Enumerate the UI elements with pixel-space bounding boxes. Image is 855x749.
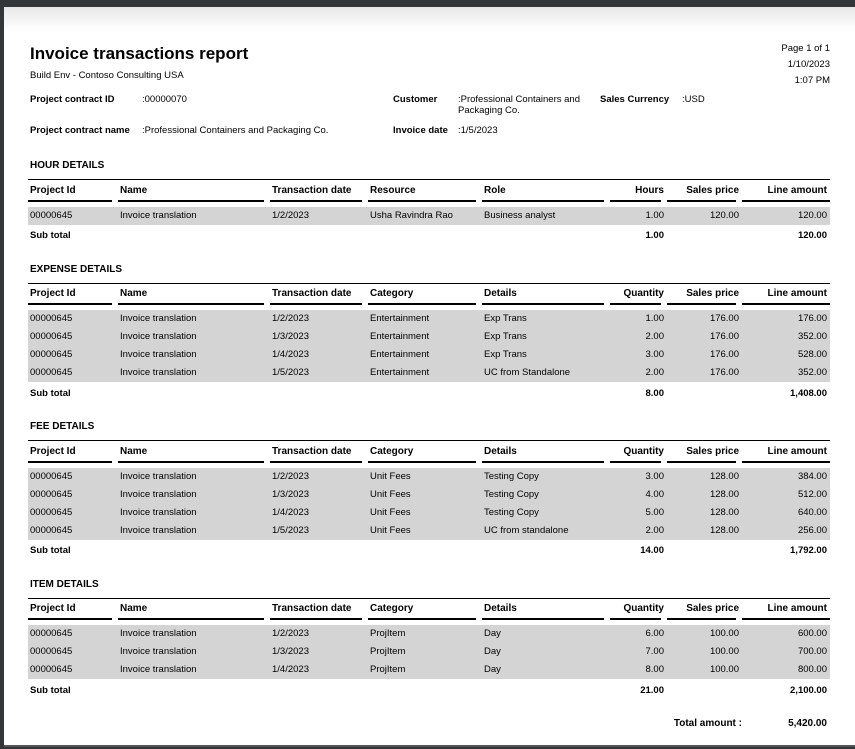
table-cell: 100.00 — [667, 643, 742, 661]
table-cell: 3.00 — [610, 346, 667, 364]
table-cell: Unit Fees — [368, 468, 482, 486]
table-cell: 00000645 — [28, 468, 118, 486]
column-header: Project Id — [28, 598, 118, 620]
customer-value: :Professional Containers and Packaging Co. — [458, 94, 580, 116]
subtotal-value: 120.00 — [797, 230, 827, 241]
table-cell: 1/3/2023 — [270, 328, 368, 346]
empty-cell — [368, 225, 482, 243]
table-cell: 5.00 — [610, 504, 667, 522]
table-cell: Unit Fees — [368, 504, 482, 522]
table-cell: 2.00 — [610, 328, 667, 346]
table-cell: 1/2/2023 — [270, 468, 368, 486]
empty-cell — [270, 225, 368, 243]
empty-cell — [667, 382, 742, 400]
table-cell: 640.00 — [742, 504, 830, 522]
table-cell: 120.00 — [742, 207, 830, 225]
table-cell: Invoice translation — [118, 468, 270, 486]
table-cell: 1/2/2023 — [270, 625, 368, 643]
column-header: Sales price — [667, 598, 742, 620]
table-cell: 3.00 — [610, 468, 667, 486]
column-header: Quantity — [610, 598, 667, 620]
invoice-date-value: :1/5/2023 — [458, 125, 498, 136]
report-date: 1/10/2023 — [787, 59, 830, 70]
empty-cell — [482, 225, 610, 243]
table-cell: 00000645 — [28, 328, 118, 346]
table-cell: Unit Fees — [368, 522, 482, 540]
sales-currency-value: :USD — [682, 94, 705, 105]
table-cell: Day — [482, 661, 610, 679]
table-cell: 00000645 — [28, 643, 118, 661]
table-row — [28, 661, 830, 679]
table-cell: UC from standalone — [482, 522, 610, 540]
table-cell: Invoice translation — [118, 310, 270, 328]
table-cell: 700.00 — [742, 643, 830, 661]
customer-label: Customer — [393, 94, 438, 105]
table-row — [28, 504, 830, 522]
column-header: Project Id — [28, 180, 118, 202]
table-cell: 176.00 — [667, 346, 742, 364]
report-subtitle: Build Env - Contoso Consulting USA — [30, 70, 184, 81]
table-cell: UC from Standalone — [482, 364, 610, 382]
table-cell: 2.00 — [610, 522, 667, 540]
empty-cell — [368, 382, 482, 400]
subtotal-label: Sub total — [30, 545, 71, 556]
report-header — [30, 7, 830, 86]
column-header: Quantity — [610, 441, 667, 463]
empty-cell — [368, 540, 482, 558]
column-header: Transaction date — [270, 598, 368, 620]
table-cell: Usha Ravindra Rao — [368, 207, 482, 225]
table-cell: Exp Trans — [482, 346, 610, 364]
table-cell: Entertainment — [368, 328, 482, 346]
table-cell: 100.00 — [667, 661, 742, 679]
column-header: Sales price — [667, 441, 742, 463]
table-row — [28, 486, 830, 504]
table-cell: Day — [482, 625, 610, 643]
table-cell: Exp Trans — [482, 310, 610, 328]
table-row — [28, 207, 830, 225]
table-cell: 1/4/2023 — [270, 346, 368, 364]
subtotal-value: 2,100.00 — [790, 684, 827, 696]
header-row — [28, 598, 830, 620]
details-table — [28, 179, 830, 243]
empty-cell — [118, 382, 270, 400]
table-cell: Entertainment — [368, 346, 482, 364]
invoice-date-label: Invoice date — [393, 125, 448, 136]
column-header: Role — [482, 180, 610, 202]
subtotal-value: 14.00 — [640, 545, 664, 556]
table-cell: 176.00 — [742, 310, 830, 328]
report-sections — [28, 160, 830, 697]
column-header: Category — [368, 283, 482, 305]
report-page — [4, 7, 855, 747]
viewer-top-bar — [0, 0, 855, 7]
report-time: 1:07 PM — [794, 75, 830, 86]
section-title: HOUR DETAILS — [30, 160, 105, 171]
table-cell: 1/5/2023 — [270, 364, 368, 382]
table-cell: 176.00 — [667, 364, 742, 382]
table-cell: ProjItem — [368, 661, 482, 679]
page-number: Page 1 of 1 — [781, 43, 830, 54]
subtotal-value: 1,792.00 — [790, 545, 827, 556]
table-cell: Invoice translation — [118, 661, 270, 679]
header-row — [28, 441, 830, 463]
table-cell: Testing Copy — [482, 486, 610, 504]
report-section — [28, 160, 830, 243]
table-cell: 600.00 — [742, 625, 830, 643]
table-cell: 1.00 — [610, 310, 667, 328]
table-cell: 7.00 — [610, 643, 667, 661]
table-row — [28, 328, 830, 346]
table-cell: 100.00 — [667, 625, 742, 643]
empty-cell — [270, 382, 368, 400]
table-cell: Exp Trans — [482, 328, 610, 346]
table-cell: 1/3/2023 — [270, 486, 368, 504]
subtotal-value: 8.00 — [645, 387, 664, 399]
table-cell: 128.00 — [667, 468, 742, 486]
column-header: Details — [482, 598, 610, 620]
column-header: Line amount — [742, 180, 830, 202]
section-title: FEE DETAILS — [30, 421, 95, 432]
table-cell: 800.00 — [742, 661, 830, 679]
table-cell: 512.00 — [742, 486, 830, 504]
empty-cell — [482, 540, 610, 558]
section-title: ITEM DETAILS — [30, 578, 99, 590]
column-header: Resource — [368, 180, 482, 202]
column-header: Transaction date — [270, 283, 368, 305]
table-cell: Invoice translation — [118, 522, 270, 540]
project-contract-name-value: :Professional Containers and Packaging Co. — [142, 125, 329, 136]
subtotal-row — [28, 382, 830, 400]
report-section — [28, 264, 830, 401]
table-cell: Day — [482, 643, 610, 661]
table-cell: 352.00 — [742, 364, 830, 382]
table-cell: 00000645 — [28, 486, 118, 504]
table-cell: 1/4/2023 — [270, 504, 368, 522]
report-section — [28, 579, 830, 698]
table-cell: 00000645 — [28, 625, 118, 643]
subtotal-value: 1.00 — [645, 230, 664, 241]
subtotal-row — [28, 679, 830, 697]
header-row — [28, 283, 830, 305]
table-row — [28, 310, 830, 328]
table-cell: 352.00 — [742, 328, 830, 346]
table-cell: 128.00 — [667, 504, 742, 522]
empty-cell — [118, 225, 270, 243]
table-cell: Invoice translation — [118, 643, 270, 661]
total-amount-value: 5,420.00 — [788, 718, 827, 729]
table-row — [28, 522, 830, 540]
table-cell: 256.00 — [742, 522, 830, 540]
empty-cell — [270, 540, 368, 558]
table-cell: 128.00 — [667, 522, 742, 540]
table-cell: 384.00 — [742, 468, 830, 486]
table-cell: 00000645 — [28, 310, 118, 328]
table-cell: ProjItem — [368, 643, 482, 661]
empty-cell — [667, 540, 742, 558]
column-header: Category — [368, 598, 482, 620]
column-header: Project Id — [28, 441, 118, 463]
table-cell: Invoice translation — [118, 346, 270, 364]
table-cell: 1/2/2023 — [270, 207, 368, 225]
table-cell: 00000645 — [28, 522, 118, 540]
column-header: Name — [118, 283, 270, 305]
empty-cell — [482, 679, 610, 697]
header-fields — [30, 94, 830, 136]
subtotal-label: Sub total — [30, 684, 71, 696]
table-cell: 00000645 — [28, 364, 118, 382]
subtotal-value: 1,408.00 — [790, 387, 827, 399]
table-cell: 6.00 — [610, 625, 667, 643]
page-title: Invoice transactions report — [30, 44, 249, 63]
subtotal-label: Sub total — [30, 230, 71, 241]
table-cell: Business analyst — [482, 207, 610, 225]
table-cell: 00000645 — [28, 661, 118, 679]
details-table — [28, 283, 830, 401]
table-cell: 1.00 — [610, 207, 667, 225]
sales-currency-label: Sales Currency — [600, 94, 670, 105]
project-contract-id-value: :00000070 — [142, 94, 187, 105]
column-header: Sales price — [667, 180, 742, 202]
column-header: Category — [368, 441, 482, 463]
table-cell: ProjItem — [368, 625, 482, 643]
column-header: Name — [118, 598, 270, 620]
table-cell: 8.00 — [610, 661, 667, 679]
empty-cell — [667, 225, 742, 243]
empty-cell — [118, 679, 270, 697]
subtotal-value: 21.00 — [640, 684, 664, 696]
table-cell: 176.00 — [667, 328, 742, 346]
column-header: Hours — [610, 180, 667, 202]
table-cell: 00000645 — [28, 207, 118, 225]
report-meta — [781, 41, 830, 89]
column-header: Project Id — [28, 283, 118, 305]
table-cell: 176.00 — [667, 310, 742, 328]
table-cell: 2.00 — [610, 364, 667, 382]
column-header: Transaction date — [270, 180, 368, 202]
table-cell: 528.00 — [742, 346, 830, 364]
table-cell: Testing Copy — [482, 468, 610, 486]
table-cell: 1/5/2023 — [270, 522, 368, 540]
details-table — [28, 440, 830, 558]
table-cell: Entertainment — [368, 364, 482, 382]
table-cell: 00000645 — [28, 504, 118, 522]
table-cell: 128.00 — [667, 486, 742, 504]
table-cell: Unit Fees — [368, 486, 482, 504]
column-header: Name — [118, 441, 270, 463]
column-header: Details — [482, 283, 610, 305]
subtotal-row — [28, 540, 830, 558]
table-row — [28, 364, 830, 382]
report-section — [28, 421, 830, 558]
table-row — [28, 643, 830, 661]
viewer-left-edge — [0, 0, 4, 749]
table-cell: 00000645 — [28, 346, 118, 364]
table-cell: 1/4/2023 — [270, 661, 368, 679]
total-amount-row — [28, 718, 830, 729]
table-cell: Invoice translation — [118, 625, 270, 643]
header-row — [28, 180, 830, 202]
table-cell: Invoice translation — [118, 504, 270, 522]
table-cell: Invoice translation — [118, 364, 270, 382]
table-cell: 1/3/2023 — [270, 643, 368, 661]
table-cell: 1/2/2023 — [270, 310, 368, 328]
details-table — [28, 598, 830, 698]
subtotal-row — [28, 225, 830, 243]
table-cell: Testing Copy — [482, 504, 610, 522]
total-amount-label: Total amount : — [673, 718, 742, 729]
table-row — [28, 625, 830, 643]
section-title: EXPENSE DETAILS — [30, 263, 123, 275]
subtotal-label: Sub total — [30, 387, 71, 399]
empty-cell — [270, 679, 368, 697]
project-contract-id-label: Project contract ID — [30, 94, 115, 105]
table-cell: Entertainment — [368, 310, 482, 328]
table-row — [28, 346, 830, 364]
column-header: Name — [118, 180, 270, 202]
table-cell: Invoice translation — [118, 207, 270, 225]
column-header: Sales price — [667, 283, 742, 305]
column-header: Line amount — [742, 283, 830, 305]
column-header: Quantity — [610, 283, 667, 305]
empty-cell — [118, 540, 270, 558]
table-cell: 4.00 — [610, 486, 667, 504]
table-row — [28, 468, 830, 486]
column-header: Line amount — [742, 598, 830, 620]
table-cell: Invoice translation — [118, 328, 270, 346]
project-contract-name-label: Project contract name — [30, 125, 130, 136]
column-header: Line amount — [742, 441, 830, 463]
column-header: Transaction date — [270, 441, 368, 463]
column-header: Details — [482, 441, 610, 463]
empty-cell — [368, 679, 482, 697]
table-cell: 120.00 — [667, 207, 742, 225]
empty-cell — [482, 382, 610, 400]
empty-cell — [667, 679, 742, 697]
table-cell: Invoice translation — [118, 486, 270, 504]
